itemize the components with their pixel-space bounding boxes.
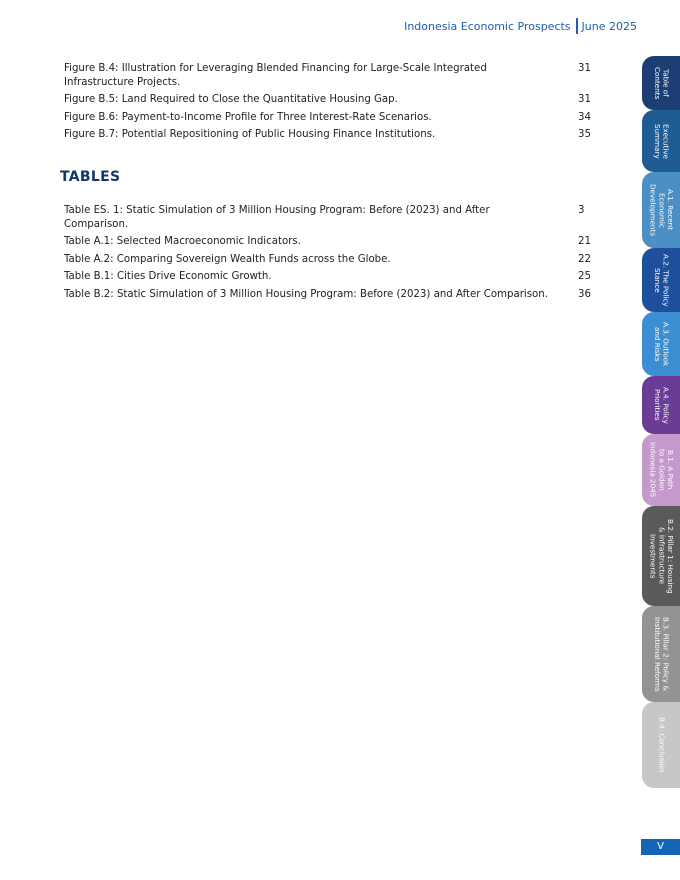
header-date: June 2025 (581, 19, 637, 33)
toc-entry-title: Table A.2: Comparing Sovereign Wealth Funds across the Globe. (64, 253, 391, 265)
toc-entry[interactable] (64, 93, 592, 107)
tab-label: A.3. Outlook and Risks (653, 321, 671, 367)
tab-label: Table of Contents (653, 66, 671, 100)
toc-entry-page: 3 (578, 205, 585, 216)
tables-list (64, 204, 592, 305)
toc-entry-page: 31 (578, 94, 591, 106)
toc-entry-title: Figure B.5: Land Required to Close the Quantitative Housing Gap. (64, 94, 398, 106)
toc-entry-page: 31 (578, 63, 591, 74)
tab-label: B.3. Pillar 2: Policy & Institutional Reforms (653, 616, 671, 692)
figures-list (64, 62, 592, 146)
page-number: V (641, 839, 680, 855)
toc-entry[interactable] (64, 288, 592, 302)
tab-executive-summary[interactable] (642, 110, 680, 172)
tab-label: B.2. Pillar 1: Housing & Infrastructure Investments (648, 518, 675, 594)
toc-entry-title: Figure B.6: Payment-to-Income Profile for Three Interest-Rate Scenarios. (64, 111, 432, 123)
toc-entry-title: Table B.1: Cities Drive Economic Growth. (64, 271, 272, 283)
toc-entry[interactable] (64, 128, 592, 142)
running-header (404, 18, 637, 34)
toc-entry[interactable] (64, 270, 592, 284)
toc-entry-page: 22 (578, 253, 591, 265)
toc-entry-title: Table ES. 1: Static Simulation of 3 Million Housing Program: Before (2023) and After Comparison. (64, 205, 490, 230)
toc-entry-title: Figure B.4: Illustration for Leveraging Blended Financing for Large-Scale Integrated Infrastructure Projects. (64, 63, 487, 88)
tables-heading: TABLES (60, 169, 121, 185)
toc-entry[interactable] (64, 235, 592, 249)
tab-label: A.2. The Policy Stance (653, 253, 671, 307)
tab-label: B.4. Conclusion (657, 717, 667, 773)
tab-pillar-1-housing[interactable] (642, 506, 680, 606)
toc-entry-page: 21 (578, 236, 591, 248)
tab-path-golden-indonesia[interactable] (642, 434, 680, 506)
tab-conclusion[interactable] (642, 702, 680, 788)
toc-entry-page: 25 (578, 271, 591, 283)
tab-policy-priorities[interactable] (642, 376, 680, 434)
toc-entry-title: Figure B.7: Potential Repositioning of Public Housing Finance Institutions. (64, 129, 436, 141)
tab-policy-stance[interactable] (642, 248, 680, 312)
toc-entry[interactable] (64, 204, 592, 232)
toc-entry-title: Table B.2: Static Simulation of 3 Million Housing Program: Before (2023) and After Comparison. (64, 288, 548, 300)
toc-entry-page: 36 (578, 288, 591, 300)
header-divider (576, 18, 578, 34)
tab-label: Executive Summary (653, 123, 671, 159)
toc-entry[interactable] (64, 253, 592, 267)
tab-label: B.1. A Path to a Golden Indonesia 2045 (648, 442, 675, 498)
tab-recent-economic-developments[interactable] (642, 172, 680, 248)
toc-entry-title: Table A.1: Selected Macroeconomic Indicators. (64, 236, 301, 248)
tab-outlook-and-risks[interactable] (642, 312, 680, 376)
toc-entry-page: 35 (578, 129, 591, 141)
tab-label: A.4. Policy Priorities (653, 386, 671, 424)
tab-pillar-2-reforms[interactable] (642, 606, 680, 702)
tab-label: A.1. Recent Economic Developments (648, 183, 675, 237)
toc-entry-page: 34 (578, 111, 591, 123)
toc-entry[interactable] (64, 111, 592, 125)
toc-entry[interactable] (64, 62, 592, 90)
tab-table-of-contents[interactable] (642, 56, 680, 110)
header-title: Indonesia Economic Prospects (404, 19, 571, 33)
